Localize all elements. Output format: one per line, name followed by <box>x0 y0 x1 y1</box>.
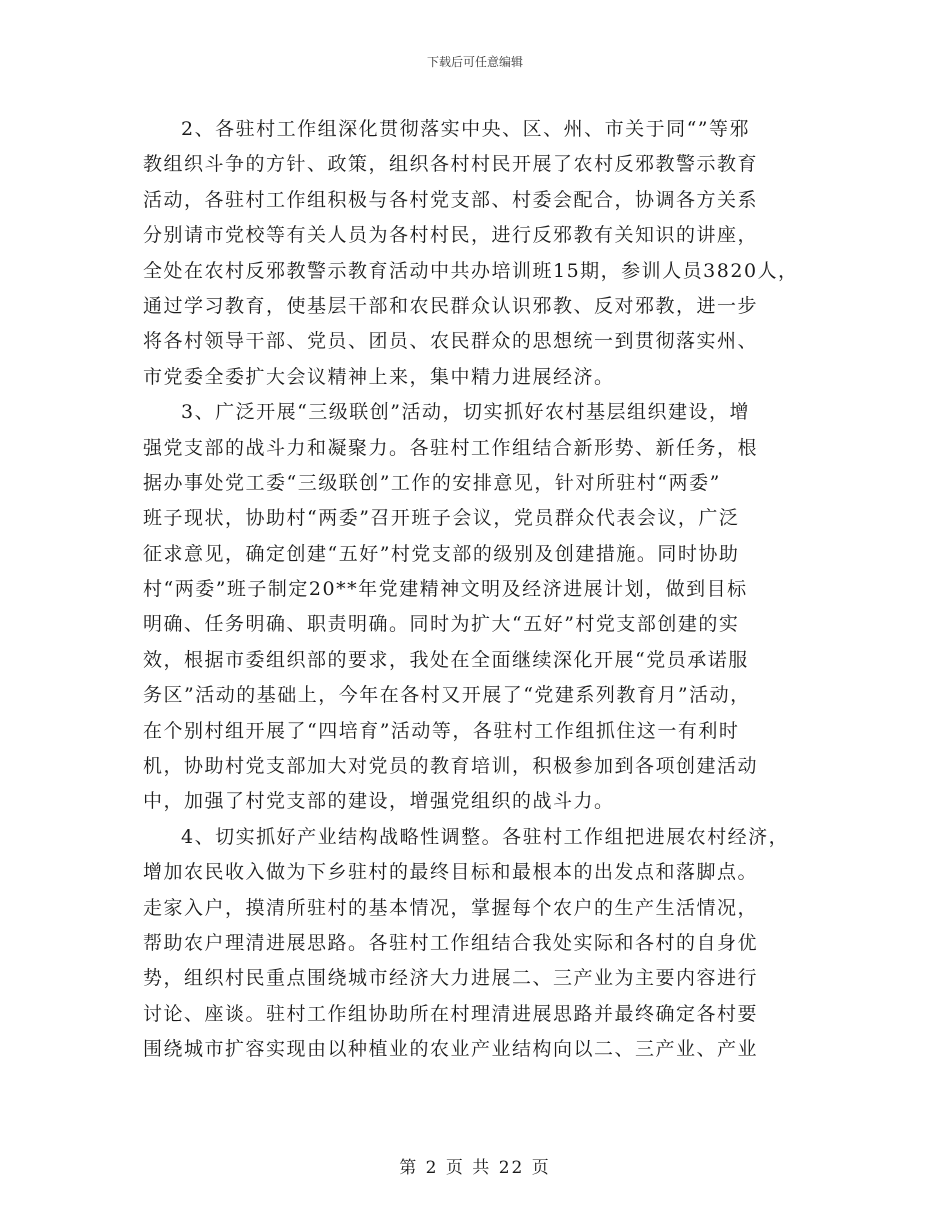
paragraph-3-line: 机，协助村党支部加大对党员的教育培训，积极参加到各项创建活动 <box>143 755 759 778</box>
paragraph-3-line: 中，加强了村党支部的建设，增强党组织的战斗力。 <box>143 790 615 813</box>
paragraph-2-line: 全处在农村反邪教警示教育活动中共办培训班15期，参训人员3820人， <box>143 259 799 282</box>
paragraph-2-line: 将各村领导干部、党员、团员、农民群众的思想统一到贯彻落实州、 <box>143 330 759 353</box>
document-body <box>143 112 823 1068</box>
paragraph-3-line: 3、广泛开展“三级联创”活动，切实抓好农村基层组织建设，增 <box>181 401 751 424</box>
paragraph-3-line: 据办事处党工委“三级联创”工作的安排意见，针对所驻村“两委” <box>143 471 721 494</box>
paragraph-3-line: 在个别村组开展了“四培育”活动等，各驻村工作组抓住这一有利时 <box>143 719 740 742</box>
paragraph-2-line: 市党委全委扩大会议精神上来，集中精力进展经济。 <box>143 365 615 388</box>
paragraph-4-line: 走家入户，摸清所驻村的基本情况，掌握每个农户的生产生活情况， <box>143 896 759 919</box>
paragraph-4-line: 增加农民收入做为下乡驻村的最终目标和最根本的出发点和落脚点。 <box>143 861 759 884</box>
paragraph-4-line: 讨论、座谈。驻村工作组协助所在村理清进展思路并最终确定各村要 <box>143 1002 759 1025</box>
paragraph-3-line: 班子现状，协助村“两委”召开班子会议，党员群众代表会议，广泛 <box>143 507 740 530</box>
paragraph-2-line: 通过学习教育，使基层干部和农民群众认识邪教、反对邪教，进一步 <box>143 294 759 317</box>
paragraph-3-line: 村“两委”班子制定20**年党建精神文明及经济进展计划，做到目标 <box>143 578 748 601</box>
paragraph-3-line: 务区”活动的基础上，今年在各村又开展了“党建系列教育月”活动， <box>143 684 751 707</box>
paragraph-2-line: 2、各驻村工作组深化贯彻落实中央、区、州、市关于同“”等邪 <box>181 118 751 140</box>
paragraph-3-line: 强党支部的战斗力和凝聚力。各驻村工作组结合新形势、新任务，根 <box>143 436 759 459</box>
paragraph-4-line: 帮助农户理清进展思路。各驻村工作组结合我处实际和各村的自身优 <box>143 931 759 954</box>
paragraph-2-line: 活动，各驻村工作组积极与各村党支部、村委会配合，协调各方关系 <box>143 188 759 211</box>
paragraph-3-line: 明确、任务明确、职责明确。同时为扩大“五好”村党支部创建的实 <box>143 613 740 636</box>
header-note: 下载后可任意编辑 <box>426 55 523 69</box>
paragraph-3-line: 征求意见，确定创建“五好”村党支部的级别及创建措施。同时协助 <box>143 542 740 565</box>
paragraph-4-line: 围绕城市扩容实现由以种植业的农业产业结构向以二、三产业、产业 <box>143 1038 759 1061</box>
paragraph-4-line: 4、切实抓好产业结构战略性调整。各驻村工作组把进展农村经济， <box>181 825 790 848</box>
paragraph-2-line: 教组织斗争的方针、政策，组织各村村民开展了农村反邪教警示教育 <box>143 153 759 176</box>
paragraph-4-line: 势，组织村民重点围绕城市经济大力进展二、三产业为主要内容进行 <box>143 967 759 990</box>
page-footer: 第 2 页 共 22 页 <box>399 1158 551 1178</box>
paragraph-2-line: 分别请市党校等有关人员为各村村民，进行反邪教有关知识的讲座， <box>143 224 759 247</box>
paragraph-3-line: 效，根据市委组织部的要求，我处在全面继续深化开展“党员承诺服 <box>143 648 749 671</box>
